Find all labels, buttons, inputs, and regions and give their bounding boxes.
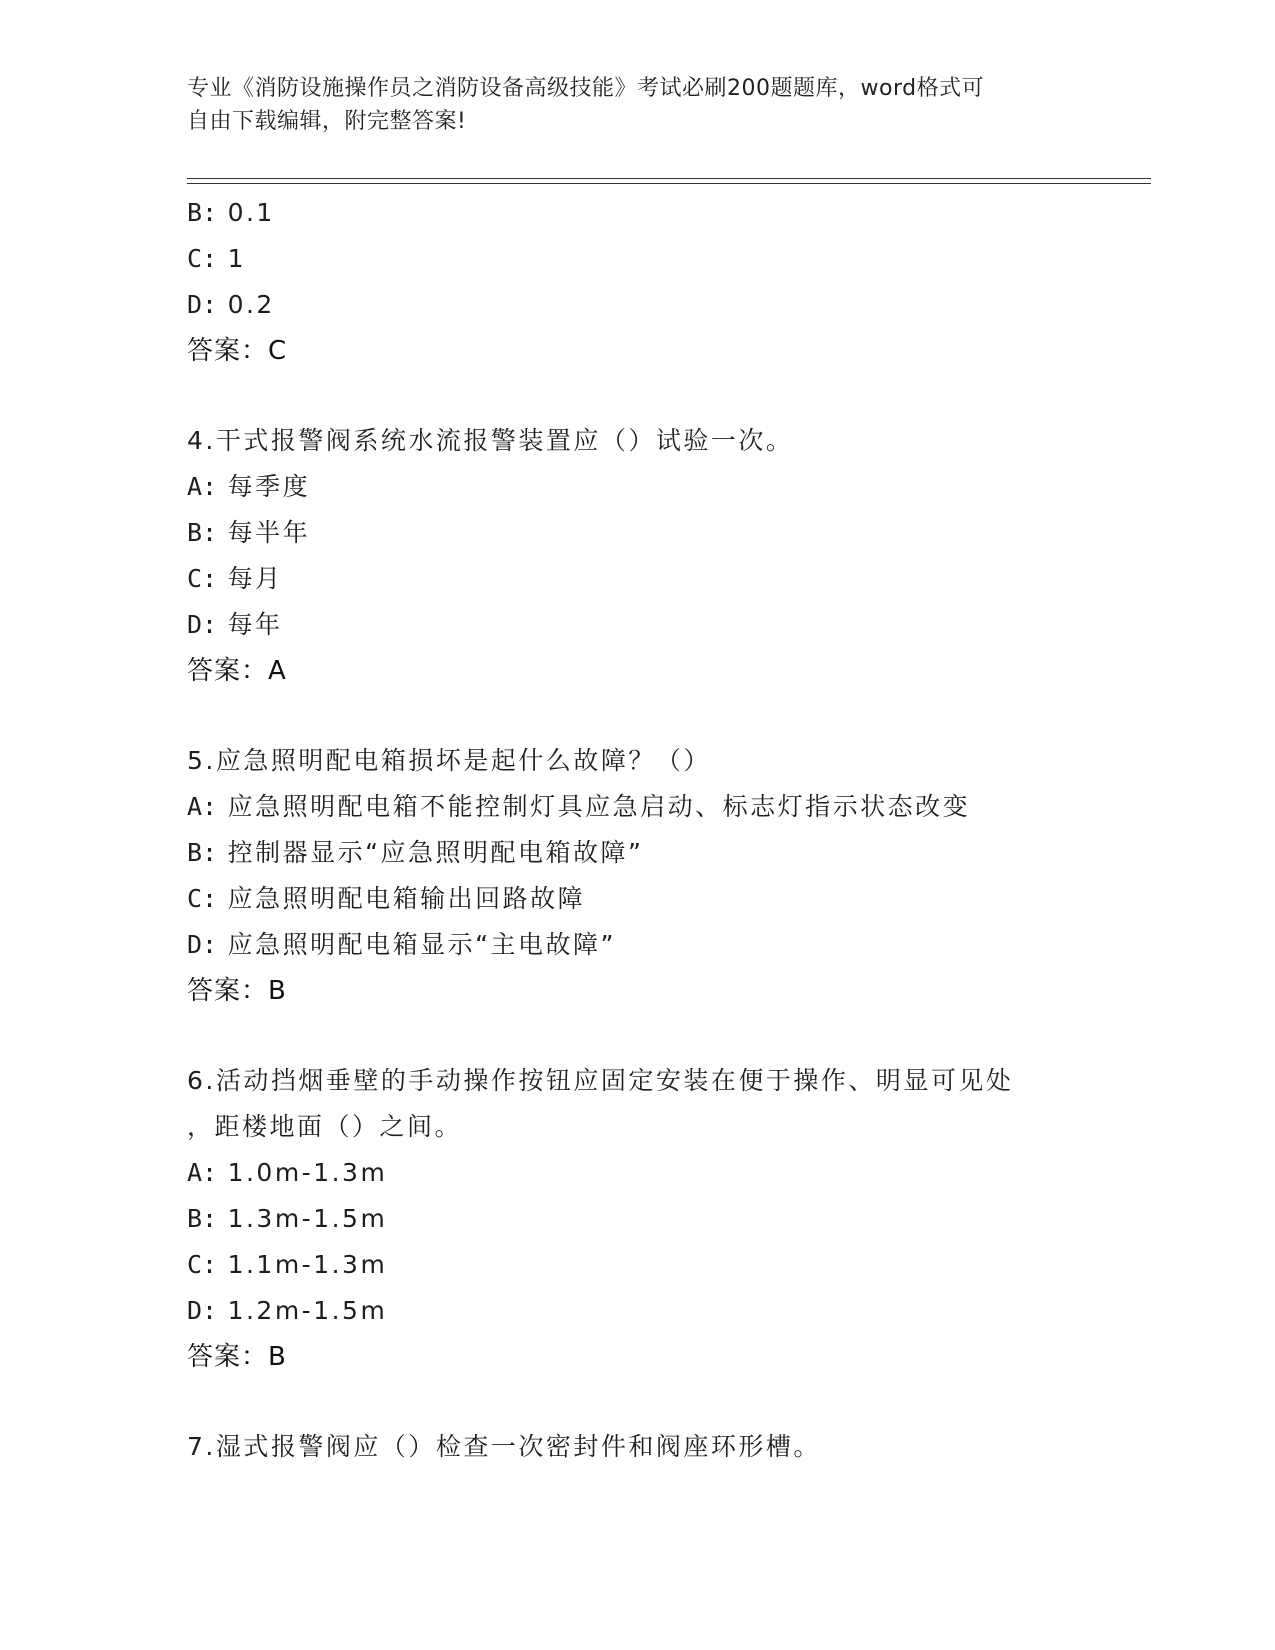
option-b: B: 1.3m-1.5m [187,1204,388,1233]
option-c: C: 1 [187,244,246,273]
question-stem: 5.应急照明配电箱损坏是起什么故障？（） [187,746,711,775]
header-title-line-2: 自由下载编辑，附完整答案! [187,109,467,134]
option-d: D: 应急照明配电箱显示“主电故障” [187,930,616,959]
document-header [187,72,1067,138]
header-divider-top [187,178,1151,179]
question-stem-line-2: ，距楼地面（）之间。 [187,1112,463,1141]
question-stem: 4.干式报警阀系统水流报警装置应（）试验一次。 [187,426,794,455]
partial-question [187,190,1147,374]
answer-line: 答案：B [187,976,287,1006]
option-c: C: 1.1m-1.3m [187,1250,388,1279]
document-body [187,190,1147,1470]
answer-line: 答案：A [187,656,287,686]
question-4 [187,418,1147,694]
question-7 [187,1424,1147,1470]
option-d: D: 每年 [187,610,283,639]
option-a: A: 1.0m-1.3m [187,1158,388,1187]
option-b: B: 每半年 [187,518,311,547]
header-title-line-1: 专业《消防设施操作员之消防设备高级技能》考试必刷200题题库，word格式可 [187,76,985,101]
answer-line: 答案：C [187,336,288,366]
header-divider-bottom [187,183,1151,184]
option-c: C: 每月 [187,564,283,593]
option-d: D: 0.2 [187,290,275,319]
question-6 [187,1058,1147,1380]
question-stem-line-1: 6.活动挡烟垂壁的手动操作按钮应固定安装在便于操作、明显可见处 [187,1066,1014,1095]
option-a: A: 应急照明配电箱不能控制灯具应急启动、标志灯指示状态改变 [187,792,971,821]
option-d: D: 1.2m-1.5m [187,1296,388,1325]
option-b: B: 控制器显示“应急照明配电箱故障” [187,838,644,867]
option-b: B: 0.1 [187,198,275,227]
answer-line: 答案：B [187,1342,287,1372]
option-a: A: 每季度 [187,472,311,501]
question-5 [187,738,1147,1014]
question-stem: 7.湿式报警阀应（）检查一次密封件和阀座环形槽。 [187,1432,821,1461]
option-c: C: 应急照明配电箱输出回路故障 [187,884,586,913]
